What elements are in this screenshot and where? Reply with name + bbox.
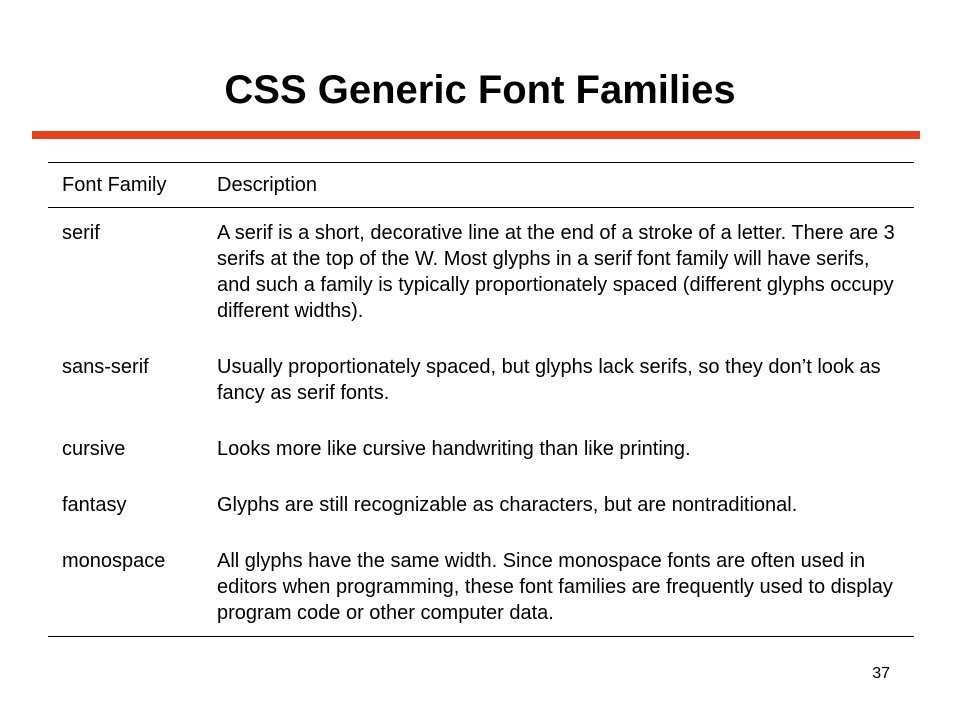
font-family-cell: fantasy (62, 494, 127, 516)
font-families-table (48, 162, 914, 637)
font-family-cell: sans-serif (62, 356, 149, 378)
description-cell: Looks more like cursive handwriting than like printing. (217, 438, 691, 460)
font-family-cell: cursive (62, 438, 126, 460)
description-cell: Glyphs are still recognizable as characters, but are nontraditional. (217, 494, 798, 516)
description-cell: All glyphs have the same width. Since monospace fonts are often used in editors when programming, these font families are frequently used to display program code or other computer data. (203, 538, 914, 637)
font-family-cell: monospace (48, 538, 203, 637)
table-row-serif (48, 208, 914, 345)
table-row-monospace (48, 538, 914, 637)
font-family-cell: serif (62, 222, 100, 244)
table-row-cursive (48, 426, 914, 482)
header-font-family: Font Family (48, 163, 203, 208)
table-header-row (48, 163, 914, 208)
slide-title: CSS Generic Font Families (224, 68, 736, 112)
header-description: Description (203, 163, 914, 208)
description-cell: A serif is a short, decorative line at the end of a stroke of a letter. There are 3 serifs at the top of the W. Most glyphs in a serif font family will have serifs, and such a family is typically proportionately spaced (different glyphs occupy different widths). (217, 222, 895, 322)
page-number: 37 (872, 665, 890, 682)
table-row-fantasy (48, 482, 914, 538)
title-underline-rule (32, 131, 920, 139)
description-cell: Usually proportionately spaced, but glyphs lack serifs, so they don’t look as fancy as serif fonts. (217, 356, 881, 404)
table-row-sans-serif (48, 344, 914, 426)
